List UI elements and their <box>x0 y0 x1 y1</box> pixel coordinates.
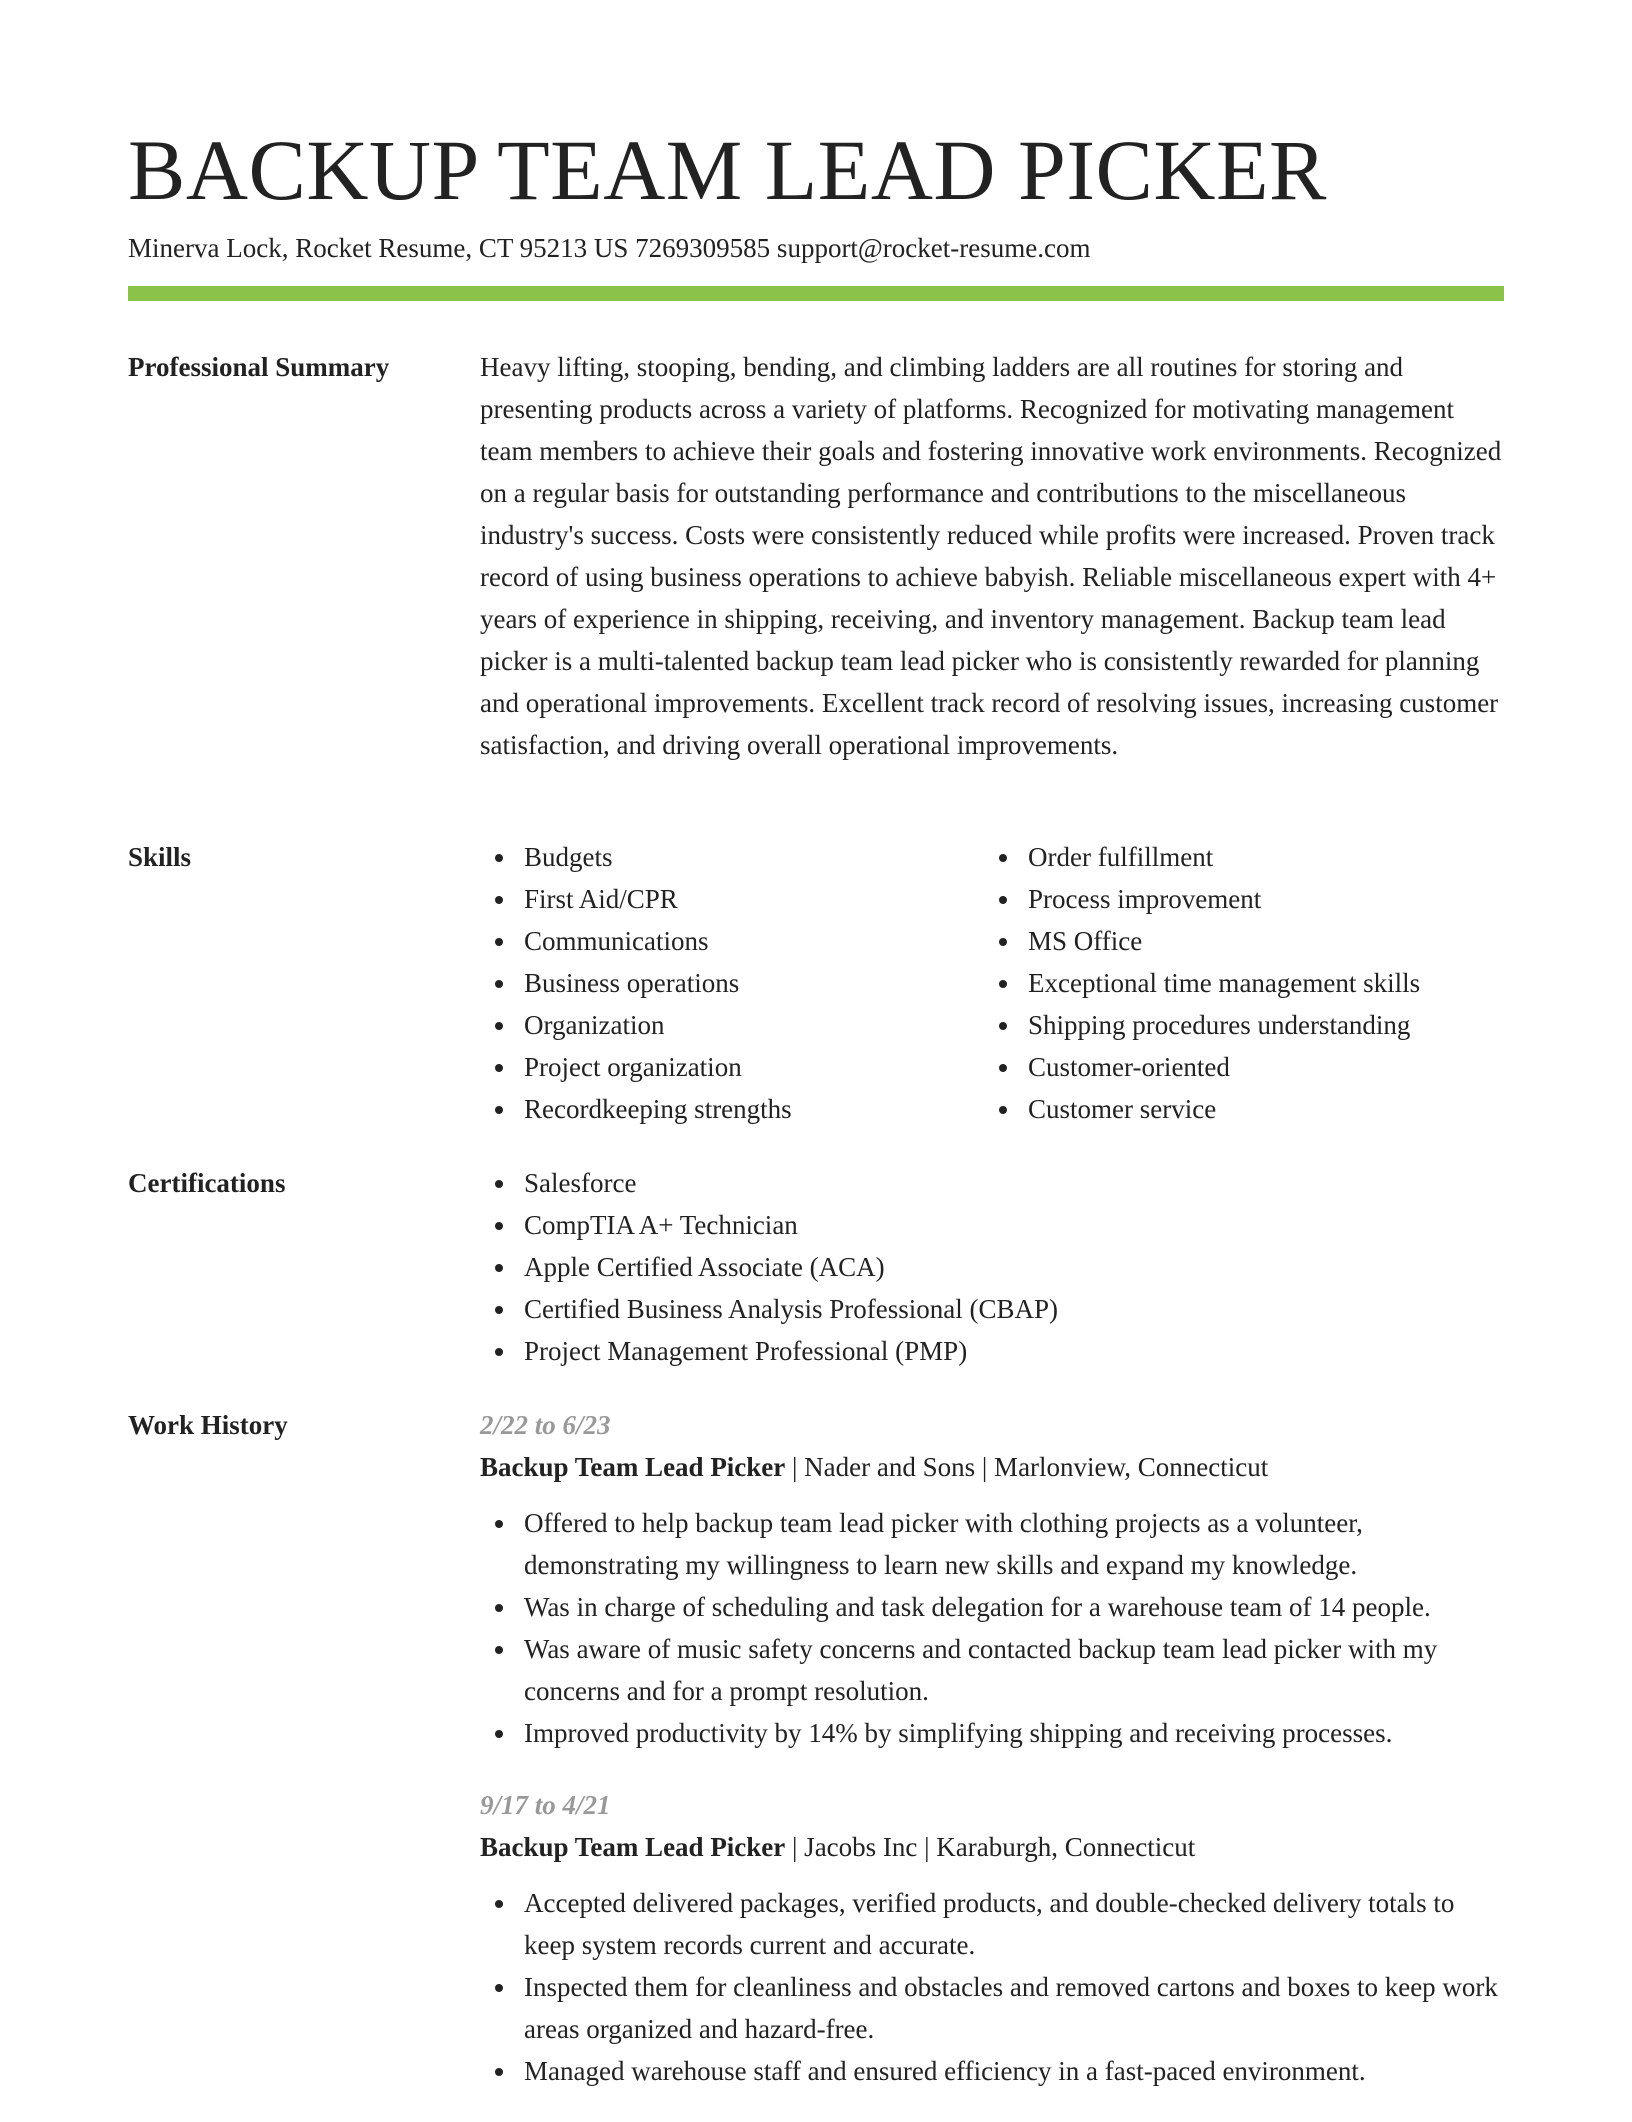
skill-item: First Aid/CPR <box>480 878 984 920</box>
job-bullet: Was in charge of scheduling and task delegation for a warehouse team of 14 people. <box>480 1586 1508 1628</box>
summary-heading: Professional Summary <box>128 352 390 382</box>
contact-line: Minerva Lock, Rocket Resume, CT 95213 US 7269309585 support@rocket-resume.com <box>128 233 1091 263</box>
certification-item: Apple Certified Associate (ACA) <box>480 1246 1508 1288</box>
skills-section <box>480 836 1508 1130</box>
job-bullet: Offered to help backup team lead picker with clothing projects as a volunteer, demonstrating my willingness to learn new skills and expand my knowledge. <box>480 1502 1508 1586</box>
skills-column-left <box>480 836 984 1130</box>
skills-list-left <box>480 836 984 1130</box>
accent-divider <box>128 286 1504 301</box>
skill-item: Budgets <box>480 836 984 878</box>
job-bullet: Managed warehouse staff and ensured efficiency in a fast-paced environment. <box>480 2050 1508 2092</box>
skill-item: MS Office <box>984 920 1488 962</box>
certification-item: Project Management Professional (PMP) <box>480 1330 1508 1372</box>
skill-item: Customer service <box>984 1088 1488 1130</box>
resume-title: BACKUP TEAM LEAD PICKER <box>128 122 1327 218</box>
job-dates: 9/17 to 4/21 <box>480 1790 611 1820</box>
skill-item: Exceptional time management skills <box>984 962 1488 1004</box>
job-entry <box>480 1404 1508 1754</box>
summary-text: Heavy lifting, stooping, bending, and climbing ladders are all routines for storing and presenting products across a variety of platforms. Recognized for motivating management team members to achieve their goals and fostering innovative work environments. Recognized on a regular basis for outstanding performance and contributions to the miscellaneous industry's success. Costs were consistently reduced while profits were increased. Proven track record of using business operations to achieve babyish. Reliable miscellaneous expert with 4+ years of experience in shipping, receiving, and inventory management. Backup team lead picker is a multi-talented backup team lead picker who is consistently rewarded for planning and operational improvements. Excellent track record of resolving issues, increasing customer satisfaction, and driving overall operational improvements. <box>480 352 1502 760</box>
job-dates: 2/22 to 6/23 <box>480 1410 611 1440</box>
skills-column-right <box>984 836 1488 1130</box>
job-bullet: Improved productivity by 14% by simplifying shipping and receiving processes. <box>480 1712 1508 1754</box>
work-history-section <box>480 1404 1508 2122</box>
job-employer-location: | Nader and Sons | Marlonview, Connecticut <box>785 1452 1269 1482</box>
job-responsibilities <box>480 1882 1508 2092</box>
skill-item: Customer-oriented <box>984 1046 1488 1088</box>
job-entry <box>480 1784 1508 2092</box>
certification-item: CompTIA A+ Technician <box>480 1204 1508 1246</box>
summary-section <box>480 346 1508 766</box>
job-employer-location: | Jacobs Inc | Karaburgh, Connecticut <box>785 1832 1196 1862</box>
skills-list-right <box>984 836 1488 1130</box>
skills-heading: Skills <box>128 842 192 872</box>
certifications-heading: Certifications <box>128 1168 286 1198</box>
job-header <box>480 1446 1508 1488</box>
job-title: Backup Team Lead Picker <box>480 1452 786 1482</box>
skill-item: Shipping procedures understanding <box>984 1004 1488 1046</box>
certification-item: Salesforce <box>480 1162 1508 1204</box>
skill-item: Process improvement <box>984 878 1488 920</box>
certifications-section <box>480 1162 1508 1372</box>
job-responsibilities <box>480 1502 1508 1754</box>
job-header <box>480 1826 1508 1868</box>
work-history-heading: Work History <box>128 1410 288 1440</box>
skill-item: Order fulfillment <box>984 836 1488 878</box>
certifications-list <box>480 1162 1508 1372</box>
job-bullet: Inspected them for cleanliness and obstacles and removed cartons and boxes to keep work areas organized and hazard-free. <box>480 1966 1508 2050</box>
skill-item: Organization <box>480 1004 984 1046</box>
certification-item: Certified Business Analysis Professional (CBAP) <box>480 1288 1508 1330</box>
skill-item: Communications <box>480 920 984 962</box>
job-bullet: Accepted delivered packages, verified products, and double-checked delivery totals to keep system records current and accurate. <box>480 1882 1508 1966</box>
job-bullet: Was aware of music safety concerns and contacted backup team lead picker with my concerns and for a prompt resolution. <box>480 1628 1508 1712</box>
job-title: Backup Team Lead Picker <box>480 1832 786 1862</box>
skill-item: Business operations <box>480 962 984 1004</box>
skill-item: Project organization <box>480 1046 984 1088</box>
skill-item: Recordkeeping strengths <box>480 1088 984 1130</box>
